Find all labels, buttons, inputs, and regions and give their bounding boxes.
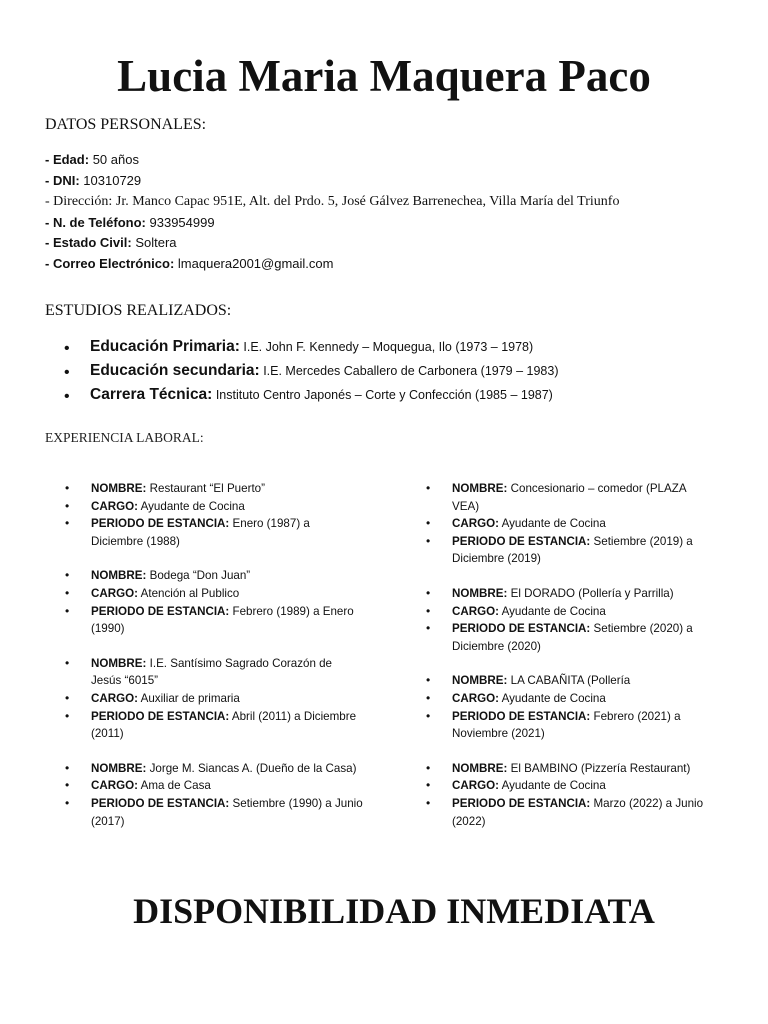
job-period-label: PERIODO DE ESTANCIA: [91, 517, 230, 531]
job-name-value: Restaurant “El Puerto” [149, 482, 265, 495]
job-name-value: I.E. Santísimo Sagrado Corazón de Jesús “6015” [91, 656, 333, 688]
job-role-label: CARGO: [91, 691, 139, 705]
bullet-icon: • [65, 655, 70, 670]
job-role [424, 690, 714, 708]
experience-column-right [424, 480, 714, 847]
age-label: - Edad: [45, 152, 90, 167]
email-value: lmaquera2001@gmail.com [177, 255, 334, 271]
bullet-icon: • [426, 603, 431, 618]
job-period-label: PERIODO DE ESTANCIA: [91, 604, 230, 618]
job-role [63, 690, 363, 708]
job-period [63, 795, 363, 830]
job-entry [63, 760, 363, 830]
bullet-icon: • [65, 568, 70, 583]
bullet-icon: • [426, 690, 431, 705]
job-name [63, 760, 363, 778]
job-name-value: El BAMBINO (Pizzería Restaurant) [510, 761, 691, 775]
job-name [63, 655, 363, 690]
age-row [45, 150, 745, 171]
civil-status-value: Soltera [135, 235, 177, 250]
study-technical [62, 386, 742, 410]
bullet-icon: • [426, 533, 431, 548]
job-role [63, 777, 363, 795]
email-row [45, 254, 745, 275]
job-name-value: Concesionario – comedor (PLAZA VEA) [452, 482, 686, 513]
dni-value: 10310729 [83, 172, 142, 188]
job-period [424, 708, 714, 743]
age-value: 50 años [92, 152, 139, 167]
job-role-value: Ayudante de Cocina [501, 779, 606, 793]
job-entry [424, 672, 714, 742]
job-name-value: LA CABAÑITA (Pollería [510, 674, 631, 688]
job-role-value: Auxiliar de primaria [140, 691, 240, 705]
job-name [63, 480, 363, 498]
job-period-label: PERIODO DE ESTANCIA: [91, 709, 230, 723]
job-period-value: Febrero (1989) a Enero (1990) [91, 604, 354, 636]
bullet-icon: • [65, 778, 70, 793]
bullet-icon: • [65, 516, 70, 531]
personal-data-list [45, 150, 745, 274]
phone-label: - N. de Teléfono: [45, 214, 146, 230]
study-value: I.E. Mercedes Caballero de Carbonera (1979 – 1983) [263, 364, 559, 378]
study-label: Educación Primaria: [90, 338, 240, 355]
job-name [424, 585, 714, 603]
job-entry [424, 760, 714, 830]
bullet-icon: • [426, 708, 431, 723]
job-period-label: PERIODO DE ESTANCIA: [452, 622, 591, 636]
job-role [63, 585, 363, 603]
job-period-value: Febrero (2021) a Noviembre (2021) [452, 709, 681, 741]
job-period [424, 533, 714, 568]
study-secondary [62, 362, 742, 386]
job-period [424, 795, 714, 830]
job-period-value: Setiembre (1990) a Junio (2017) [91, 796, 363, 828]
phone-value: 933954999 [149, 214, 215, 230]
job-role-value: Ama de Casa [140, 779, 211, 793]
availability-footer: DISPONIBILIDAD INMEDIATA [133, 891, 655, 931]
job-entry [424, 585, 714, 655]
bullet-icon: • [426, 778, 431, 793]
bullet-icon: • [64, 340, 70, 357]
job-name-value: Bodega “Don Juan” [149, 569, 251, 583]
job-entry [63, 480, 363, 550]
job-name-value: Jorge M. Siancas A. (Dueño de la Casa) [149, 761, 357, 775]
job-name [424, 672, 714, 690]
studies-list [62, 338, 742, 410]
job-role [424, 777, 714, 795]
job-period-value: Enero (1987) a Diciembre (1988) [91, 517, 310, 548]
job-period [424, 620, 714, 655]
bullet-icon: • [65, 795, 70, 810]
job-entry [424, 480, 714, 568]
address-value: Jr. Manco Capac 951E, Alt. del Prdo. 5, José Gálvez Barrenechea, Villa María del Triunfo [115, 194, 620, 209]
job-period-value: Setiembre (2019) a Diciembre (2019) [452, 534, 693, 566]
bullet-icon: • [65, 760, 70, 775]
job-name-value: El DORADO (Pollería y Parrilla) [510, 586, 674, 600]
job-name [424, 760, 714, 778]
job-name-label: NOMBRE: [91, 482, 147, 495]
job-role [424, 603, 714, 621]
job-name-label: NOMBRE: [452, 586, 508, 600]
job-name-label: NOMBRE: [91, 761, 147, 775]
job-role-label: CARGO: [452, 691, 500, 705]
bullet-icon: • [426, 795, 431, 810]
job-role-value: Ayudante de Cocina [501, 517, 606, 531]
job-name-label: NOMBRE: [91, 656, 147, 670]
dni-row [45, 171, 745, 192]
job-period-label: PERIODO DE ESTANCIA: [452, 796, 591, 810]
personal-data-heading: DATOS PERSONALES: [45, 116, 207, 133]
bullet-icon: • [426, 673, 431, 688]
study-value: I.E. John F. Kennedy – Moquegua, Ilo (1973 – 1978) [243, 340, 534, 354]
job-entry [63, 567, 363, 637]
job-period-label: PERIODO DE ESTANCIA: [452, 534, 591, 548]
experience-heading: EXPERIENCIA LABORAL: [45, 430, 204, 445]
job-role-value: Atención al Publico [140, 586, 240, 600]
job-role-label: CARGO: [91, 499, 139, 513]
job-period-label: PERIODO DE ESTANCIA: [91, 796, 230, 810]
bullet-icon: • [426, 481, 431, 495]
bullet-icon: • [65, 481, 70, 495]
job-role-value: Ayudante de Cocina [501, 691, 606, 705]
job-role-label: CARGO: [452, 517, 500, 531]
address-row [45, 191, 745, 213]
job-role-value: Ayudante de Cocina [501, 604, 606, 618]
address-label: - Dirección: [45, 194, 113, 209]
study-primary [62, 338, 742, 362]
job-name-label: NOMBRE: [452, 761, 508, 775]
dni-label: - DNI: [45, 172, 80, 188]
bullet-icon: • [65, 603, 70, 618]
civil-status-row [45, 233, 745, 254]
job-name-label: NOMBRE: [452, 674, 508, 688]
study-label: Educación secundaria: [90, 362, 260, 379]
studies-heading: ESTUDIOS REALIZADOS: [45, 302, 232, 319]
job-period-label: PERIODO DE ESTANCIA: [452, 709, 591, 723]
job-name [424, 480, 714, 515]
job-name-label: NOMBRE: [91, 569, 147, 583]
job-period [63, 515, 363, 550]
job-period [63, 708, 363, 743]
bullet-icon: • [426, 516, 431, 531]
job-period-value: Abril (2011) a Diciembre (2011) [91, 709, 357, 741]
civil-status-label: - Estado Civil: [45, 235, 132, 250]
study-value: Instituto Centro Japonés – Corte y Confección (1985 – 1987) [215, 388, 553, 402]
bullet-icon: • [65, 585, 70, 600]
job-role-label: CARGO: [452, 779, 500, 793]
bullet-icon: • [65, 690, 70, 705]
bullet-icon: • [426, 621, 431, 636]
job-entry [63, 655, 363, 743]
bullet-icon: • [65, 708, 70, 723]
bullet-icon: • [64, 388, 70, 405]
experience-column-left [63, 480, 363, 847]
bullet-icon: • [65, 498, 70, 513]
job-name [63, 567, 363, 585]
job-role-label: CARGO: [452, 604, 500, 618]
phone-row [45, 213, 745, 234]
bullet-icon: • [64, 364, 70, 381]
job-period-value: Marzo (2022) a Junio (2022) [452, 796, 704, 828]
job-role [424, 515, 714, 533]
job-name-label: NOMBRE: [452, 482, 508, 495]
job-role-label: CARGO: [91, 779, 139, 793]
bullet-icon: • [426, 760, 431, 775]
bullet-icon: • [426, 585, 431, 600]
job-period-value: Setiembre (2020) a Diciembre (2020) [452, 622, 693, 653]
job-role-value: Ayudante de Cocina [140, 499, 245, 513]
job-role [63, 498, 363, 516]
job-period [63, 603, 363, 638]
email-label: - Correo Electrónico: [45, 255, 175, 271]
cv-title: Lucia Maria Maquera Paco [117, 51, 651, 101]
job-role-label: CARGO: [91, 586, 139, 600]
study-label: Carrera Técnica: [90, 386, 213, 403]
